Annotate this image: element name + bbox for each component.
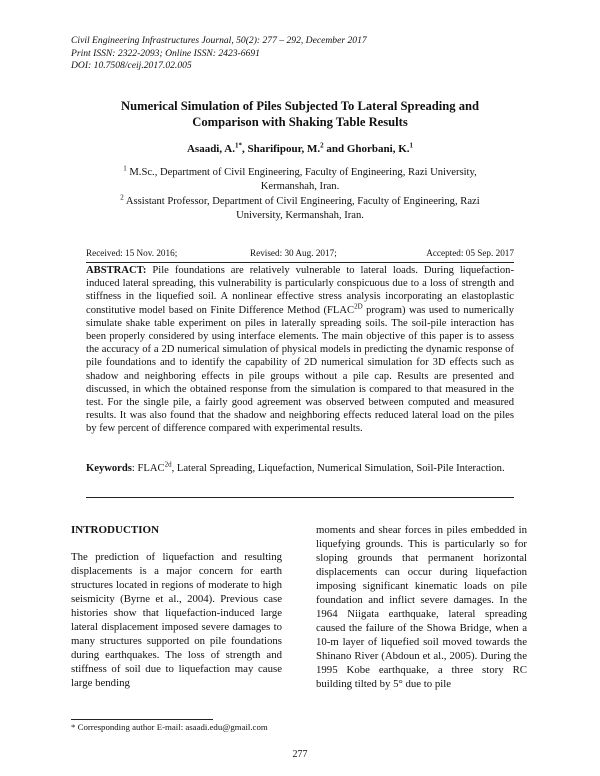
page-number: 277 [292, 749, 308, 760]
received-date: Received: 15 Nov. 2016; [86, 248, 178, 258]
body-column-right [316, 523, 527, 691]
author-affiliation-mark: 2 [320, 141, 324, 150]
author-affiliation-mark: 1 [409, 141, 414, 150]
affiliation-line: Assistant Professor, Department of Civil Engineering, Faculty of Engineering, Razi [125, 196, 480, 207]
author-list [60, 143, 540, 155]
paper-title-line-2: Comparison with Shaking Table Results [192, 115, 408, 129]
abstract-text-continued: program) was used to numerically simulate shake table experiment on piles in laterally spreading soils. The soil-pile interaction has been properly considered by using interface elements. The main objective of this paper is to assess the accuracy of a 2D numerical simulation of physical models in predicting the dynamic response of pile foundations and to identify the capability of 2D numerical simulation for 3D effects such as shadow and neighboring effects in pile groups without a pile cap. Results are presented and discussed, in which the obtained response from the simulation is compared to that measured in the test. For the single pile, a fairly good agreement was observed between computed and measured results. It was also found that the shadow and neighboring effects reduced lateral load on the piles by few percent of difference compared with experimental results. [86, 304, 515, 435]
section-heading-introduction: INTRODUCTION [71, 524, 160, 536]
author-separator: and [323, 143, 347, 155]
author-name: Asaadi, A. [186, 143, 235, 155]
keywords [86, 462, 514, 475]
author-email: asaadi.edu@gmail.com [185, 722, 268, 732]
journal-citation: Civil Engineering Infrastructures Journal, 50(2): 277 – 292, December 2017 [71, 35, 367, 46]
revised-date: Revised: 30 Aug. 2017; [250, 248, 337, 258]
affiliation-1 [96, 166, 504, 194]
affiliation-line: University, Kermanshah, Iran. [236, 210, 364, 221]
keywords-label: Keywords [86, 463, 132, 474]
affiliation-number: 2 [120, 193, 124, 202]
section-divider [86, 497, 514, 498]
author-affiliation-mark: 1* [234, 141, 242, 150]
journal-header [71, 35, 367, 73]
affiliation-line: Kermanshah, Iran. [260, 181, 340, 192]
abstract-superscript: 2D [354, 302, 363, 311]
keywords-superscript: 2d [164, 460, 172, 469]
author-name: Ghorbani, K. [346, 143, 410, 155]
journal-doi: DOI: 10.7508/ceij.2017.02.005 [71, 60, 192, 71]
accepted-date: Accepted: 05 Sep. 2017 [426, 248, 514, 258]
author-name: Sharifipour, M. [247, 143, 321, 155]
corresponding-author-footnote [71, 722, 268, 732]
affiliation-number: 1 [123, 164, 127, 173]
keywords-prefix: : FLAC [131, 463, 165, 474]
intro-paragraph-continued: moments and shear forces in piles embedded in liquefying grounds. This is particularly so for sloping grounds that permanent horizontal displacements can occur during liquefaction imposing significant kinematic loads on pile foundation and inflict severe damages. In the 1964 Niigata earthquake, lateral spreading caused the failure of the Showa Bridge, when a 10-m layer of liquefied soil moved towards the Shinano River (Abdoun et al., 2005). During the 1995 Kobe earthquake, a three story RC building tilted by 5° due to pile [316, 524, 527, 690]
abstract [86, 264, 514, 436]
paper-title-line-1: Numerical Simulation of Piles Subjected To Lateral Spreading and [120, 99, 480, 113]
journal-issn: Print ISSN: 2322-2093; Online ISSN: 2423-6691 [71, 47, 260, 59]
abstract-label: ABSTRACT: [86, 265, 147, 276]
article-dates [86, 248, 514, 263]
affiliation-line: M.Sc., Department of Civil Engineering, Faculty of Engineering, Razi University, [129, 167, 477, 178]
keywords-text: , Lateral Spreading, Liquefaction, Numerical Simulation, Soil-Pile Interaction. [171, 463, 505, 474]
body-column-left [71, 523, 282, 690]
paper-title [60, 98, 540, 130]
author-separator: , [241, 143, 248, 155]
intro-paragraph: The prediction of liquefaction and resulting displacements is a major concern for earth structures located in regions of moderate to high seismicity (Byrne et al., 2004). Previous case histories show that liquefaction-induced large lateral displacement imposed severe damages to many structures supported on pile foundations during earthquakes. The loss of strength and stiffness of soil due to liquefaction may cause large bending [71, 551, 282, 689]
abstract-text: Pile foundations are relatively vulnerable to lateral loads. During liquefaction-induced lateral spreading, this vulnerability is particularly conspicuous due to a loss of strength and stiffness in the liquefied soil. A nonlinear effective stress analysis incorporating an elastoplastic constitutive model based on Finite Difference Method (FLAC [86, 265, 514, 316]
footnote-label: * Corresponding author E-mail: [71, 722, 186, 732]
affiliation-2 [96, 195, 504, 223]
footnote-divider [71, 719, 213, 720]
